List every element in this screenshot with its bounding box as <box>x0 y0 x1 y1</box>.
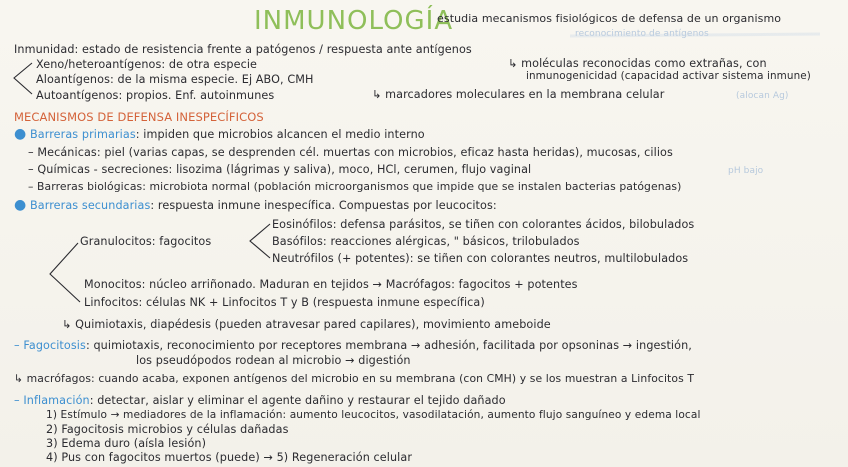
antigen-bracket-icon <box>14 63 32 94</box>
antigen-note-1: ↳ moléculas reconocidas como extrañas, con <box>508 57 767 70</box>
inflamacion-step-1: 1) Estímulo → mediadores de la inflamación: aumento leucocitos, vasodilatación, aumento flujo sanguíneo y edema local <box>46 409 701 421</box>
neutrofilos: Neutrófilos (+ potentes): se tiñen con colorantes neutros, multilobulados <box>272 252 689 265</box>
faint-highlight-icon <box>570 34 820 36</box>
barreras-mecanicas: – Mecánicas: piel (varias capas, se desprenden cél. muertas con microbios, eficaz hasta heridas), mucosas, cilios <box>28 146 673 159</box>
barreras-quimicas: – Químicas - secreciones: lisozima (lágrimas y saliva), moco, HCl, cerumen, flujo vaginal <box>28 163 532 176</box>
inflamacion-step-2: 2) Fagocitosis microbios y células dañadas <box>46 423 289 436</box>
barreras-biologicas: – Barreras biológicas: microbiota normal (población microorganismos que impide que se instalen bacterias patógenas) <box>28 180 682 193</box>
barreras-primarias-label: Barreras primarias <box>29 128 136 141</box>
monocitos: Monocitos: núcleo arriñonado. Maduran en tejidos → Macrófagos: fagocitos + potentes <box>84 278 578 291</box>
inflamacion-dash-icon: – <box>14 394 20 407</box>
barreras-secundarias-label: Barreras secundarias <box>29 199 151 212</box>
quimicas-faint-note: pH bajo <box>728 166 764 176</box>
fagocitosis-text: : quimiotaxis, reconocimiento por receptores membrana → adhesión, facilitada por opsoninas → ingestión, <box>85 339 692 352</box>
fagocitosis-continued: los pseudópodos rodean al microbio → digestión <box>136 354 411 367</box>
bullet-dot-icon: ● <box>14 197 27 213</box>
inmunidad-definition: Inmunidad: estado de resistencia frente a patógenos / respuesta ante antígenos <box>14 43 472 56</box>
antigen-note-2: inmunogenicidad (capacidad activar sistema inmune) <box>526 70 811 82</box>
xeno-antigenos: Xeno/heteroantígenos: de otra especie <box>36 58 258 71</box>
auto-antigenos: Autoantígenos: propios. Enf. autoinmunes <box>36 89 275 102</box>
antigen-note-3: ↳ marcadores moleculares en la membrana celular <box>372 88 665 101</box>
tagline-faint-note: reconocimiento de antígenos <box>575 29 709 39</box>
macrofagos-note: ↳ macrófagos: cuando acaba, exponen antígenos del microbio en su membrana (con CMH) y se los muestran a Linfocitos T <box>14 372 695 385</box>
section-heading-inespecificos: MECANISMOS DE DEFENSA INESPECÍFICOS <box>14 110 264 124</box>
basofilos: Basófilos: reacciones alérgicas, " básicos, trilobulados <box>272 235 580 248</box>
linfocitos: Linfocitos: células NK + Linfocitos T y B (respuesta inmune específica) <box>84 296 485 309</box>
fagocitosis-dash-icon: – <box>14 339 20 352</box>
inflamacion-step-3: 3) Edema duro (aísla lesión) <box>46 437 207 450</box>
fagocitosis-label: Fagocitosis <box>23 339 86 352</box>
antigen-note-3-faint: (alocan Ag) <box>736 91 789 101</box>
inflamacion-label: Inflamación <box>23 394 90 407</box>
title-tagline: estudia mecanismos fisiológicos de defensa de un organismo <box>437 12 782 25</box>
leukocyte-bracket-icon <box>50 243 80 302</box>
alo-antigenos: Aloantígenos: de la misma especie. Ej ABO, CMH <box>36 73 314 86</box>
barreras-primarias-text: : impiden que microbios alcancen el medio interno <box>135 128 425 141</box>
eosinofilos: Eosinófilos: defensa parásitos, se tiñen con colorantes ácidos, bilobulados <box>272 218 695 231</box>
bullet-dot-icon: ● <box>14 126 27 142</box>
barreras-secundarias-text: : respuesta inmune inespecífica. Compuestas por leucocitos: <box>150 199 497 212</box>
inflamacion-step-4: 4) Pus con fagocitos muertos (puede) → 5) Regeneración celular <box>46 451 413 464</box>
granulocitos: Granulocitos: fagocitos <box>80 235 212 248</box>
page-title: INMUNOLOGÍA <box>254 6 454 36</box>
quimiotaxis-note: ↳ Quimiotaxis, diapédesis (pueden atravesar pared capilares), movimiento ameboide <box>62 318 551 331</box>
granulocyte-bracket-icon <box>250 224 270 258</box>
inflamacion-text: : detectar, aislar y eliminar el agente dañino y restaurar el tejido dañado <box>89 394 506 407</box>
